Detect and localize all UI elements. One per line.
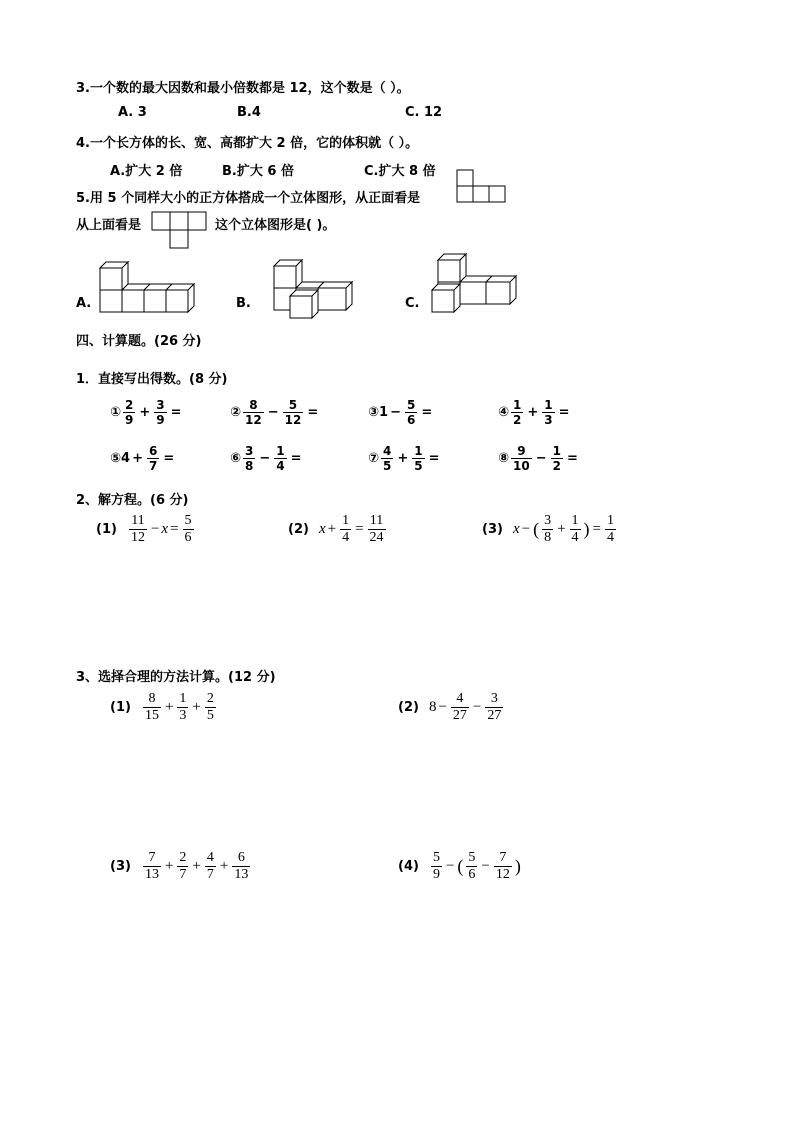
- question-5-line1: 5.用 5 个同样大小的正方体搭成一个立体图形，从正面看是: [76, 191, 421, 206]
- q5-choice-b-figure: [270, 256, 356, 322]
- q4-option-a: A.扩大 2 倍: [110, 164, 183, 179]
- calculation-2: (2) 8 − $\frac{4}{27}$ − $\frac{3}{27}$: [398, 691, 502, 723]
- front-view-figure: [456, 169, 506, 205]
- q5-choice-a-label: A.: [76, 296, 92, 311]
- q4-option-b: B.扩大 6 倍: [222, 164, 294, 179]
- mental-math-item-3: ③ 1 − $\frac{5}{6}$ =: [368, 398, 433, 427]
- equation-3: (3) x − ( $\frac{3}{8}$ + $\frac{1}{4}$ ) = $\frac{1}{4}$: [482, 513, 615, 545]
- q3-option-c: C. 12: [405, 105, 443, 120]
- mental-math-item-6: ⑥ $\frac{3}{8}$ − $\frac{1}{4}$ =: [230, 444, 302, 473]
- q3-option-a: A. 3: [118, 105, 147, 120]
- part-2-title: 2、解方程。(6 分): [76, 493, 189, 508]
- q5-choice-c-figure: [428, 250, 520, 316]
- question-3-text: 3.一个数的最大因数和最小倍数都是 12，这个数是（ ）。: [76, 81, 410, 96]
- q5-choice-c-label: C.: [405, 296, 420, 311]
- question-5-line2-end: 这个立体图形是( )。: [215, 218, 336, 233]
- part-3-title: 3、选择合理的方法计算。(12 分): [76, 670, 276, 685]
- mental-math-item-7: ⑦ $\frac{4}{5}$ + $\frac{1}{5}$ =: [368, 444, 440, 473]
- mental-math-item-5: ⑤ 4 + $\frac{6}{7}$ =: [110, 444, 175, 473]
- q4-option-c: C.扩大 8 倍: [364, 164, 436, 179]
- q3-option-b: B.4: [237, 105, 261, 120]
- calculation-1: (1) $\frac{8}{15}$ + $\frac{1}{3}$ + $\frac{2}{5}$: [110, 691, 214, 723]
- top-view-figure: [151, 211, 207, 251]
- mental-math-item-4: ④ $\frac{1}{2}$ + $\frac{1}{3}$ =: [498, 398, 570, 427]
- part-1-title: 1．直接写出得数。(8 分): [76, 372, 228, 387]
- q5-choice-a-figure: [96, 258, 198, 316]
- calculation-4: (4) $\frac{5}{9}$ − ( $\frac{5}{6}$ − $\frac{7}{12}$ ): [398, 850, 521, 882]
- mental-math-item-1: ① $\frac{2}{9}$ + $\frac{3}{9}$ =: [110, 398, 182, 427]
- question-4-text: 4.一个长方体的长、宽、高都扩大 2 倍，它的体积就（ ）。: [76, 136, 419, 151]
- q5-choice-b-label: B.: [236, 296, 251, 311]
- equation-2: (2) x + $\frac{1}{4}$ = $\frac{11}{24}$: [288, 513, 384, 545]
- mental-math-item-8: ⑧ $\frac{9}{10}$ − $\frac{1}{2}$ =: [498, 444, 578, 473]
- calculation-3: (3) $\frac{7}{13}$ + $\frac{2}{7}$ + $\frac{4}{7}$ + $\frac{6}{13}$: [110, 850, 249, 882]
- equation-1: (1) $\frac{11}{12}$ − x = $\frac{5}{6}$: [96, 513, 192, 545]
- question-5-line2-start: 从上面看是: [76, 218, 142, 233]
- mental-math-item-2: ② $\frac{8}{12}$ − $\frac{5}{12}$ =: [230, 398, 319, 427]
- section-4-title: 四、计算题。(26 分): [76, 334, 202, 349]
